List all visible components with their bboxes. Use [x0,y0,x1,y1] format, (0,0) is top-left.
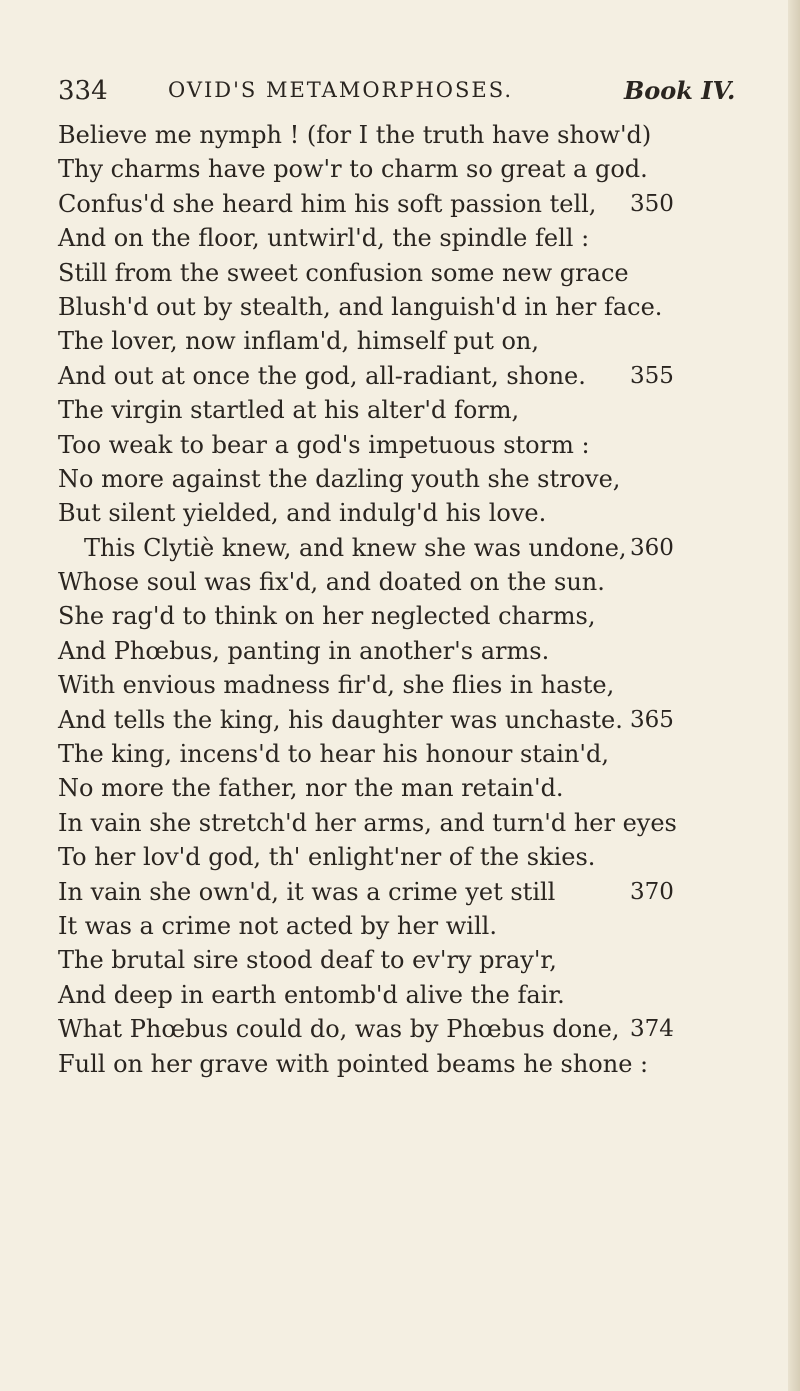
verse-line [58,668,758,702]
verse-line [58,187,758,221]
verse-line [58,531,758,565]
line-number: 370 [630,878,674,905]
verse-line [58,152,758,186]
verse-line [58,703,758,737]
verse-text: And out at once the god, all-radiant, shone. [58,361,586,390]
verse-text: Confus'd she heard him his soft passion tell, [58,189,597,218]
verse-line [58,943,758,977]
verse-text: Thy charms have pow'r to charm so great a god. [58,155,648,184]
verse-line [58,806,758,840]
verse-text: And Phœbus, panting in another's arms. [58,636,550,665]
verse-text: The virgin startled at his alter'd form, [58,396,520,425]
verse-text: The lover, now inflam'd, himself put on, [58,327,540,356]
verse-line [58,290,758,324]
verse-text: Full on her grave with pointed beams he shone : [58,1049,649,1078]
verse-text: In vain she stretch'd her arms, and turn'd her eyes [58,808,677,837]
verse-line [58,737,758,771]
verse-line [58,875,758,909]
verse-text: And deep in earth entomb'd alive the fair. [58,980,565,1009]
page-edge-shadow [788,0,800,1391]
verse-text: And tells the king, his daughter was unchaste. [58,705,623,734]
verse-line [58,978,758,1012]
verse-text: Blush'd out by stealth, and languish'd in her face. [58,292,663,321]
verse-text: Too weak to bear a god's impetuous storm : [58,430,590,459]
verse-text: Whose soul was fix'd, and doated on the sun. [58,568,605,597]
line-number: 355 [630,362,674,389]
verse-text: The brutal sire stood deaf to ev'ry pray'r, [58,946,557,975]
verse-text: And on the floor, untwirl'd, the spindle fell : [58,224,590,253]
verse-text: She rag'd to think on her neglected charms, [58,602,596,631]
verse-text: Believe me nymph ! (for I the truth have show'd) [58,121,652,149]
verse-line [58,324,758,358]
verse-line [58,118,758,152]
verse-line [58,909,758,943]
verse-line [58,462,758,496]
verse-text: With envious madness fir'd, she flies in haste, [58,671,615,700]
verse-line [58,359,758,393]
verse-line [58,771,758,805]
page-number: 334 [58,76,108,106]
verse-line [58,634,758,668]
verse-line [58,496,758,530]
verse-text: But silent yielded, and indulg'd his love. [58,499,547,528]
verse-line [58,393,758,427]
verse-text: No more against the dazling youth she strove, [58,464,621,493]
line-number: 365 [630,706,674,733]
verse-line [58,1047,758,1081]
verse-line [58,428,758,462]
verse-text: No more the father, nor the man retain'd. [58,774,564,803]
verse-line [58,221,758,255]
running-header [58,76,758,116]
verse-text: This Clytiè knew, and knew she was undone, [84,533,627,562]
verse-text: It was a crime not acted by her will. [58,911,497,940]
verse-text: The king, incens'd to hear his honour stain'd, [58,740,609,769]
verse-line [58,256,758,290]
verse-line [58,565,758,599]
line-number: 374 [630,1016,674,1043]
running-title: OVID'S METAMORPHOSES. [168,78,514,102]
line-number: 350 [630,190,674,217]
poem-body [58,118,758,1081]
verse-text: What Phœbus could do, was by Phœbus done, [58,1015,620,1044]
verse-line [58,1012,758,1046]
verse-text: To her lov'd god, th' enlight'ner of the skies. [58,843,596,872]
verse-text: Still from the sweet confusion some new grace [58,258,629,287]
book-label: Book IV. [624,76,736,105]
verse-text: In vain she own'd, it was a crime yet still [58,877,556,906]
verse-line [58,840,758,874]
line-number: 360 [630,534,674,561]
verse-line [58,599,758,633]
